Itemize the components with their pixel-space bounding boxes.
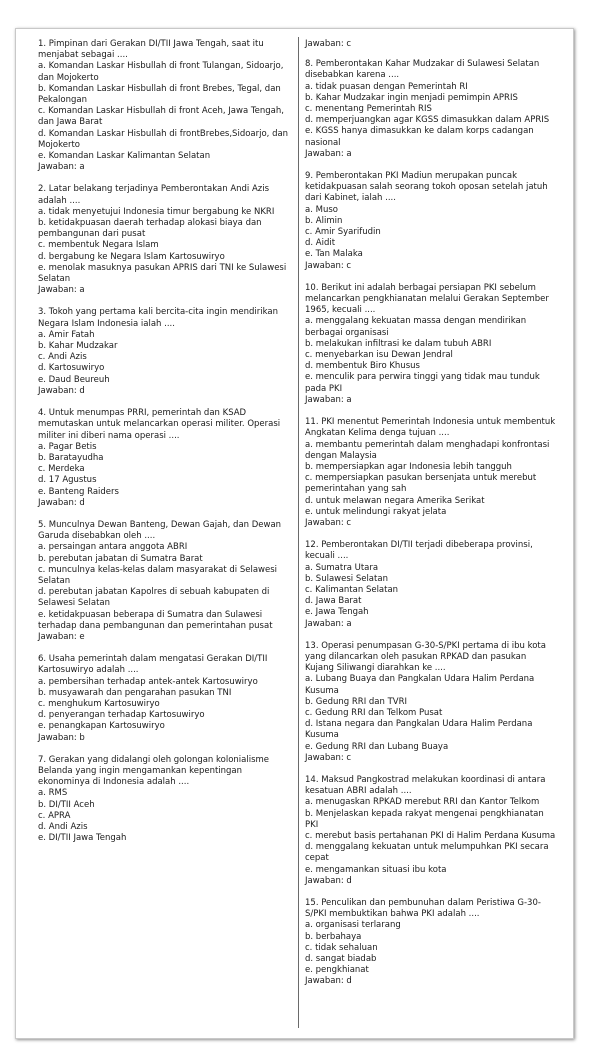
option: e. penangkapan Kartosuwiryo — [38, 721, 165, 732]
option: d. sangat biadab — [305, 954, 377, 965]
option: e. Banteng Raiders — [38, 486, 119, 497]
answer: Jawaban: b — [38, 732, 85, 743]
option: b. Baratayudha — [38, 452, 104, 463]
option: a. tidak puasan dengan Pemerintah RI — [305, 81, 468, 92]
option: a. menugaskan RPKAD merebut RRI dan Kantor Telkom — [305, 797, 540, 808]
option: b. perebutan jabatan di Sumatra Barat — [38, 553, 203, 564]
option: c. menentang Pemerintah RIS — [305, 104, 432, 115]
option: e. menolak masuknya pasukan APRIS dari TNI ke Sulawesi Selatan — [38, 262, 287, 285]
option: d. Istana negara dan Pangkalan Udara Halim Perdana Kusuma — [305, 719, 533, 741]
option: a. organisasi terlarang — [305, 920, 401, 931]
option: e. pengkhianat — [305, 965, 369, 976]
option: e. Gedung RRI dan Lubang Buaya — [305, 741, 449, 752]
option: e. KGSS hanya dimasukkan ke dalam korps cadangan nasional — [305, 126, 534, 148]
right-column — [305, 39, 557, 999]
option: c. menyebarkan isu Dewan Jendral — [305, 350, 453, 361]
question-text: 2. Latar belakang terjadinya Pemberontakan Andi Azis adalah .... — [38, 184, 270, 206]
answer: Jawaban: a — [38, 285, 85, 296]
question-block — [305, 641, 557, 764]
option: a. persaingan antara anggota ABRI — [38, 542, 188, 553]
question-block — [305, 775, 557, 887]
option: e. ketidakpuasan beberapa di Sumatra dan Sulawesi terhadap dana pembangunan dan pemerintahan pusat — [38, 609, 273, 631]
document-page — [15, 28, 574, 1039]
option: d. 17 Agustus — [38, 475, 97, 486]
option: a. membantu pemerintah dalam menghadapi konfrontasi dengan Malaysia — [305, 439, 550, 461]
option: d. bergabung ke Negara Islam Kartosuwiryo — [38, 251, 225, 262]
option: b. Komandan Laskar Hisbullah di front Brebes, Tegal, dan Pekalongan — [38, 83, 281, 106]
question-text: 3. Tokoh yang pertama kali bercita-cita ingin mendirikan Negara Islam Indonesia ialah .... — [38, 307, 278, 329]
option: b. mempersiapkan agar Indonesia lebih tangguh — [305, 461, 512, 472]
option: a. RMS — [38, 788, 68, 799]
answer: Jawaban: c — [305, 517, 352, 528]
question-text: 10. Berikut ini adalah berbagai persiapan PKI sebelum melancarkan pengkhianatan melalui Gerakan September 1965, kecuali .... — [305, 282, 549, 316]
option: d. untuk melawan negara Amerika Serikat — [305, 495, 485, 506]
question-block — [38, 654, 290, 744]
option: e. menculik para perwira tinggi yang tidak mau tunduk pada PKI — [305, 372, 540, 394]
question-text: 7. Gerakan yang didalangi oleh golongan kolonialisme Belanda yang ingin mengamankan kepentingan ekonominya di Indonesia adalah .... — [38, 754, 270, 788]
option: c. membentuk Negara Islam — [38, 240, 159, 251]
option: d. Jawa Barat — [305, 596, 362, 607]
left-column — [38, 39, 290, 855]
question-block — [305, 283, 557, 406]
option: e. Tan Malaka — [305, 249, 363, 260]
option: d. menggalang kekuatan untuk melumpuhkan PKI secara cepat — [305, 842, 549, 864]
option: c. merebut basis pertahanan PKI di Halim Perdana Kusuma — [305, 831, 556, 841]
question-text: 13. Operasi penumpasan G-30-S/PKI pertama di ibu kota yang dilancarkan oleh pasukan RPKAD dan pasukan Kujang Siliwangi diarahkan ke .... — [305, 640, 546, 674]
question-text: 9. Pemberontakan PKI Madiun merupakan puncak ketidakpuasan salah seorang tokoh oposan setelah jatuh dari Kabinet, ialah .... — [305, 171, 548, 204]
question-text: 14. Maksud Pangkostrad melakukan koordinasi di antara kesatuan ABRI adalah .... — [305, 774, 546, 797]
answer: Jawaban: d — [38, 497, 85, 508]
option: b. Menjelaskan kepada rakyat mengenai pengkhianatan PKI — [305, 808, 544, 830]
question-text: 6. Usaha pemerintah dalam mengatasi Gerakan DI/TII Kartosuwiryo adalah .... — [38, 654, 268, 676]
question-block — [305, 417, 557, 529]
question-text: 5. Munculnya Dewan Banteng, Dewan Gajah, dan Dewan Garuda disebabkan oleh .... — [38, 519, 282, 542]
option: b. Gedung RRI dan TVRI — [305, 696, 408, 707]
question-block — [305, 59, 557, 160]
option: d. perebutan jabatan Kapolres di sebuah kabupaten di Selawesi Selatan — [38, 587, 270, 609]
option: e. Jawa Tengah — [305, 607, 369, 618]
answer-continuation — [305, 39, 557, 50]
option: a. menggalang kekuatan massa dengan mendirikan berbagai organisasi — [305, 316, 527, 338]
option: c. Amir Syarifudin — [305, 227, 381, 238]
question-text: 1. Pimpinan dari Gerakan DI/TII Jawa Tengah, saat itu menjabat sebagai .... — [38, 39, 264, 61]
answer: Jawaban: d — [38, 385, 85, 396]
answer: Jawaban: a — [305, 394, 352, 405]
option: d. penyerangan terhadap Kartosuwiryo — [38, 710, 205, 721]
question-block — [305, 898, 557, 988]
answer: Jawaban: d — [305, 976, 352, 987]
option: e. DI/TII Jawa Tengah — [38, 833, 127, 844]
option: b. ketidakpuasan daerah terhadap alokasi biaya dan pembangunan dari pusat — [38, 218, 262, 240]
option: d. Komandan Laskar Hisbullah di frontBrebes,Sidoarjo, dan Mojokerto — [38, 128, 289, 150]
option: c. menghukum Kartosuwiryo — [38, 698, 160, 709]
option: c. Kalimantan Selatan — [305, 584, 399, 595]
option: b. melakukan infiltrasi ke dalam tubuh ABRI — [305, 338, 492, 349]
question-block — [38, 408, 290, 509]
answer: Jawaban: d — [305, 875, 352, 886]
question-text: 4. Untuk menumpas PRRI, pemerintah dan KSAD memutaskan untuk melancarkan operasi militer. Operasi militer ini diberi nama operasi .... — [38, 408, 281, 441]
answer: Jawaban: c — [305, 39, 352, 49]
question-text: 8. Pemberontakan Kahar Mudzakar di Sulawesi Selatan disebabkan karena .... — [305, 59, 540, 81]
question-text: 11. PKI menentut Pemerintah Indonesia untuk membentuk Angkatan Kelima denga tujuan .... — [305, 417, 556, 439]
option: b. musyawarah dan pengarahan pasukan TNI — [38, 687, 232, 698]
option: c. Komandan Laskar Hisbullah di front Aceh, Jawa Tengah, dan Jawa Barat — [38, 106, 284, 128]
question-block — [38, 184, 290, 296]
option: d. Andi Azis — [38, 822, 88, 832]
option: a. Pagar Betis — [38, 441, 97, 452]
option: d. membentuk Biro Khusus — [305, 361, 420, 372]
option: c. Merdeka — [38, 464, 85, 475]
question-block — [38, 755, 290, 845]
option: b. Kahar Mudzakar — [38, 341, 118, 352]
option: c. APRA — [38, 810, 71, 821]
option: e. mengamankan situasi ibu kota — [305, 864, 447, 875]
answer: Jawaban: c — [305, 752, 352, 763]
question-block — [305, 540, 557, 630]
answer: Jawaban: e — [38, 631, 85, 642]
option: d. Kartosuwiryo — [38, 363, 105, 374]
option: c. mempersiapkan pasukan bersenjata untuk merebut pemerintahan yang sah — [305, 473, 537, 495]
question-text: 12. Pemberontakan DI/TII terjadi dibeberapa provinsi, kecuali .... — [305, 540, 533, 562]
option: c. Gedung RRI dan Telkom Pusat — [305, 707, 443, 718]
question-block — [305, 171, 557, 272]
question-text: 15. Penculikan dan pembunuhan dalam Peristiwa G-30-S/PKI membuktikan bahwa PKI adalah .... — [305, 898, 541, 920]
option: a. tidak menyetujui Indonesia timur bergabung ke NKRI — [38, 206, 275, 217]
answer: Jawaban: a — [38, 162, 85, 173]
answer: Jawaban: a — [305, 148, 352, 159]
option: c. munculnya kelas-kelas dalam masyarakat di Selawesi Selatan — [38, 564, 278, 586]
option: d. Aidit — [305, 238, 336, 249]
column-divider — [298, 37, 299, 1028]
option: a. pembersihan terhadap antek-antek Kartosuwiryo — [38, 676, 258, 687]
option: a. Amir Fatah — [38, 329, 95, 340]
option: c. Andi Azis — [38, 352, 87, 363]
option: a. Sumatra Utara — [305, 562, 379, 573]
option: b. DI/TII Aceh — [38, 799, 95, 810]
option: a. Lubang Buaya dan Pangkalan Udara Halim Perdana Kusuma — [305, 674, 535, 696]
option: b. Alimin — [305, 215, 343, 226]
option: c. tidak sehaluan — [305, 942, 378, 953]
option: e. Komandan Laskar Kalimantan Selatan — [38, 151, 211, 162]
option: d. memperjuangkan agar KGSS dimasukkan dalam APRIS — [305, 115, 550, 126]
option: b. Kahar Mudzakar ingin menjadi pemimpin APRIS — [305, 92, 518, 103]
option: b. Sulawesi Selatan — [305, 573, 388, 584]
option: a. Komandan Laskar Hisbullah di front Tulangan, Sidoarjo, dan Mojokerto — [38, 61, 284, 83]
option: b. berbahaya — [305, 931, 362, 942]
answer: Jawaban: c — [305, 260, 352, 271]
question-block — [38, 39, 290, 173]
option: e. Daud Beureuh — [38, 374, 110, 385]
question-block — [38, 520, 290, 643]
option: e. untuk melindungi rakyat jelata — [305, 506, 447, 517]
question-block — [38, 307, 290, 397]
answer: Jawaban: a — [305, 618, 352, 629]
option: a. Muso — [305, 204, 338, 215]
